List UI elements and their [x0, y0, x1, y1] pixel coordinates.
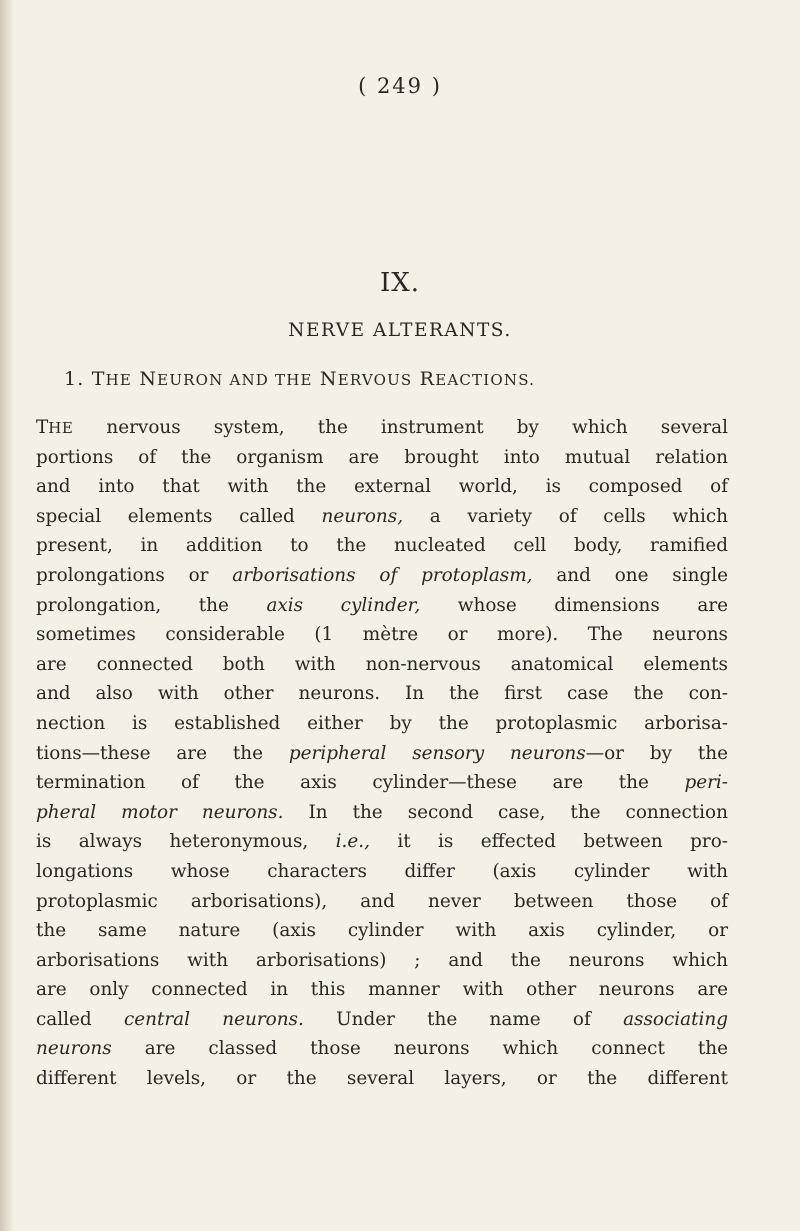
section-title-word: THE — [91, 368, 133, 390]
text-line — [36, 827, 728, 857]
text-run: are connected both with non-nervous anatomical elements — [36, 653, 728, 675]
section-title-word: NEURON AND THE — [139, 368, 313, 390]
text-run: sometimes considerable (1 mètre or more). The neurons — [36, 624, 728, 646]
text-run: nection is established either by the protoplasmic arborisa- — [36, 712, 728, 734]
italic-term: central neurons. — [123, 1008, 304, 1030]
italic-term: neurons, — [321, 505, 404, 527]
text-line — [36, 531, 728, 561]
body-paragraph — [36, 413, 728, 1094]
italic-term: pheral motor neurons. — [36, 801, 284, 823]
text-line — [36, 502, 728, 532]
text-run: longations whose characters differ (axis cylinder with — [36, 860, 728, 882]
italic-term: arborisations of protoplasm, — [232, 564, 533, 586]
chapter-numeral: IX. — [379, 268, 421, 298]
italic-term: axis cylinder, — [266, 594, 421, 616]
text-run: arborisations with arborisations) ; and the neurons which — [36, 949, 728, 971]
text-line — [36, 798, 728, 828]
italic-term: associating — [623, 1008, 729, 1030]
text-run: portions of the organism are brought into mutual relation — [36, 446, 728, 468]
text-line — [36, 561, 728, 591]
text-line — [36, 1064, 728, 1094]
text-line — [36, 591, 728, 621]
text-line — [36, 443, 728, 473]
text-line — [36, 709, 728, 739]
text-run: and also with other neurons. In the first case the con- — [36, 683, 728, 705]
text-run: it is effected between pro- — [369, 831, 729, 853]
text-line — [36, 679, 728, 709]
text-line — [36, 1005, 728, 1035]
text-run: Under the name of — [303, 1008, 624, 1030]
text-run: the same nature (axis cylinder with axis cylinder, or — [36, 920, 728, 942]
text-line — [36, 975, 728, 1005]
italic-term: i.e., — [335, 831, 370, 853]
small-caps-lead: THE — [36, 417, 74, 438]
text-run: prolongations or — [36, 564, 233, 586]
section-number: 1. — [64, 368, 85, 390]
italic-term: peripheral sensory neurons — [288, 742, 586, 764]
text-line — [36, 946, 728, 976]
section-title-word: REACTIONS. — [419, 368, 536, 390]
text-line — [36, 620, 728, 650]
text-run: whose dimensions are — [420, 594, 728, 616]
text-line — [36, 887, 728, 917]
text-run: protoplasmic arborisations), and never between those of — [36, 890, 728, 912]
text-line — [36, 857, 728, 887]
section-title — [92, 368, 535, 390]
text-run: different levels, or the several layers, or the different — [36, 1068, 728, 1090]
text-line — [36, 916, 728, 946]
chapter-title: NERVE ALTERANTS. — [288, 320, 512, 341]
text-run: termination of the axis cylinder—these are the — [36, 772, 685, 794]
text-run: are only connected in this manner with other neurons are — [36, 979, 728, 1001]
section-heading — [64, 368, 764, 390]
text-run: present, in addition to the nucleated cell body, ramified — [36, 535, 728, 557]
text-run: a variety of cells which — [403, 505, 728, 527]
text-run: and into that with the external world, is composed of — [36, 476, 728, 498]
text-run: called — [36, 1008, 124, 1030]
text-run: tions—these are the — [36, 742, 289, 764]
text-run: are classed those neurons which connect the — [111, 1038, 728, 1060]
text-line — [36, 650, 728, 680]
text-run: —or by the — [585, 742, 728, 764]
text-run: special elements called — [36, 505, 322, 527]
text-line — [36, 739, 728, 769]
text-line — [36, 413, 728, 443]
page-number: ( 249 ) — [358, 74, 442, 98]
italic-term: peri- — [684, 772, 728, 794]
text-run: In the second case, the connection — [283, 801, 728, 823]
text-line — [36, 1034, 728, 1064]
italic-term: neurons — [36, 1038, 112, 1060]
text-run: nervous system, the instrument by which several — [73, 417, 728, 438]
text-line — [36, 472, 728, 502]
binding-shadow — [0, 0, 14, 1231]
text-run: is always heteronymous, — [36, 831, 336, 853]
text-run: and one single — [532, 564, 729, 586]
text-line — [36, 768, 728, 798]
text-run: prolongation, the — [36, 594, 267, 616]
section-title-word: NERVOUS — [319, 368, 413, 390]
